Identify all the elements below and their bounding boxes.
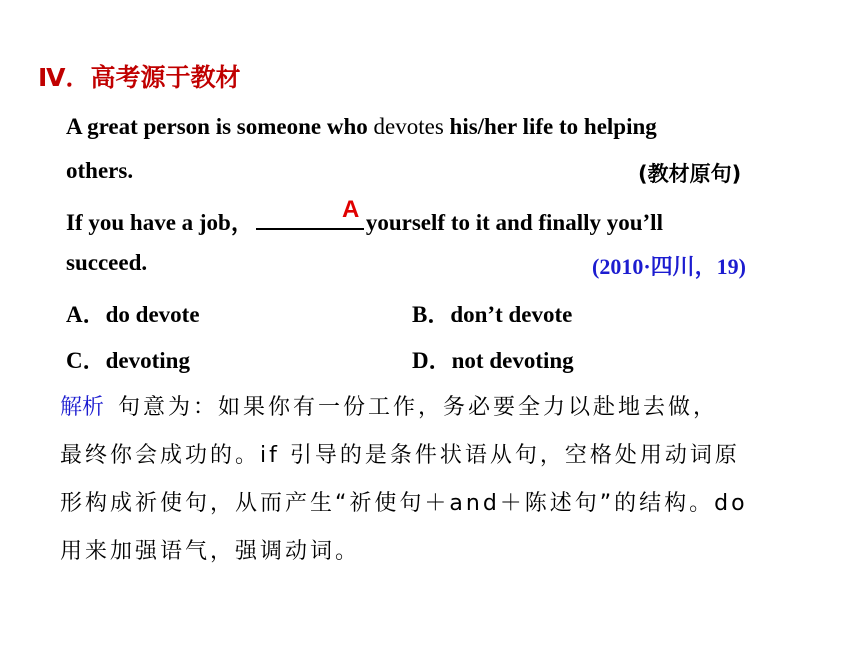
option-d bbox=[412, 342, 574, 375]
option-a-text: do devote bbox=[105, 302, 200, 327]
option-d-text: not devoting bbox=[451, 348, 574, 373]
option-b bbox=[412, 296, 572, 329]
analysis-line-4: 用来加强语气，强调动词。 bbox=[60, 539, 361, 564]
textbook-sentence-line-2: others. bbox=[66, 158, 134, 183]
option-a-letter: A． bbox=[66, 302, 106, 327]
option-c-letter: C． bbox=[66, 348, 106, 373]
option-b-text: don’t devote bbox=[450, 302, 573, 327]
analysis-line-3: 形构成祈使句，从而产生“祈使句＋and＋陈述句”的结构。do bbox=[60, 491, 748, 516]
textbook-text-bold-2: his/her life to helping bbox=[443, 114, 657, 139]
option-c-text: devoting bbox=[105, 348, 190, 373]
textbook-text-bold-1: A great person is someone who bbox=[66, 114, 374, 139]
analysis-line-1 bbox=[60, 390, 718, 421]
answer-letter: A bbox=[342, 196, 360, 223]
question-part-1: If you have a job， bbox=[66, 210, 254, 235]
option-d-letter: D． bbox=[412, 348, 452, 373]
section-heading: Ⅳ．高考源于教材 bbox=[38, 63, 241, 92]
question-source: (2010·四川，19) bbox=[592, 254, 746, 279]
analysis-label: 解析 bbox=[60, 395, 105, 420]
textbook-source: (教材原句) bbox=[638, 162, 742, 186]
question-line-2: succeed. bbox=[66, 250, 148, 275]
question-part-2: yourself to it and finally you’ll bbox=[365, 210, 663, 235]
analysis-line-2: 最终你会成功的。if 引导的是条件状语从句，空格处用动词原 bbox=[60, 443, 740, 468]
textbook-keyword: devotes bbox=[373, 114, 444, 139]
analysis-text-1: 句意为：如果你有一份工作，务必要全力以赴地去做， bbox=[118, 395, 719, 420]
option-c bbox=[66, 342, 190, 375]
question-line-1 bbox=[66, 204, 663, 237]
option-b-letter: B． bbox=[412, 302, 451, 327]
option-a bbox=[66, 296, 200, 329]
textbook-sentence-line-1 bbox=[66, 114, 657, 140]
